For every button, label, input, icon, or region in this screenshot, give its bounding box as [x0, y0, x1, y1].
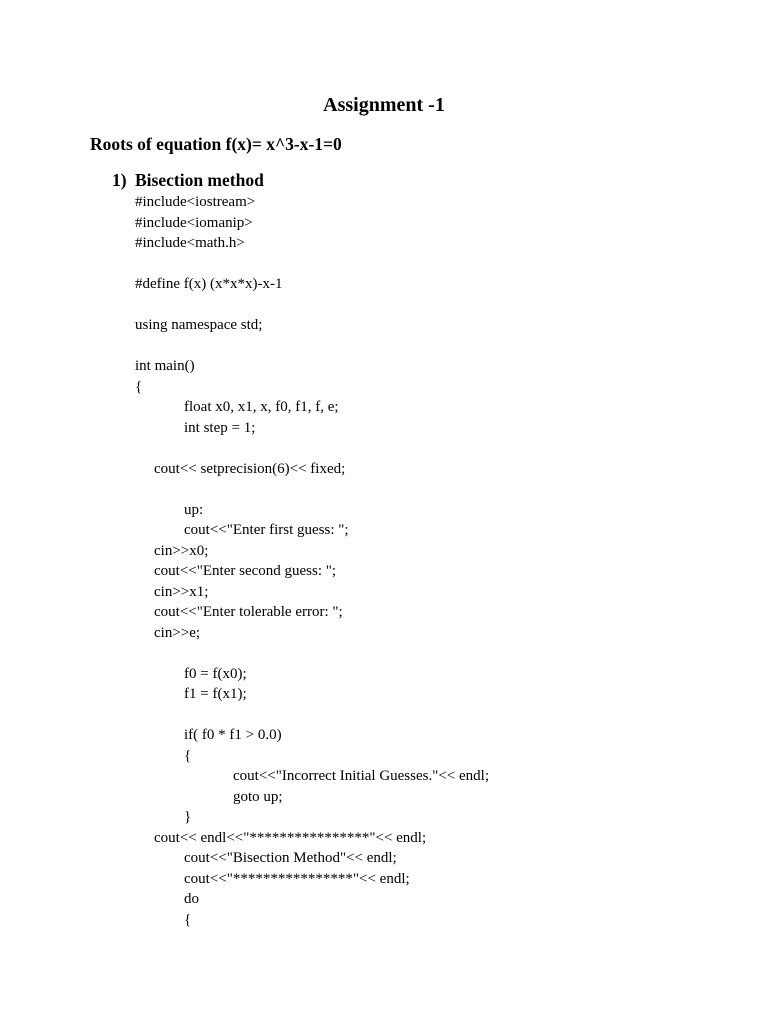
code-line-text: cout<< setprecision(6)<< fixed;: [154, 460, 346, 477]
code-line: [0, 807, 768, 828]
code-line: [0, 233, 768, 254]
code-line: [0, 910, 768, 931]
code-line: [0, 602, 768, 623]
code-line-text: using namespace std;: [135, 317, 263, 333]
code-line: [0, 684, 768, 705]
section-number: 1): [112, 170, 127, 190]
code-line-text: {: [135, 378, 143, 395]
code-line: [0, 479, 768, 500]
code-line-text: cout<<"****************"<< endl;: [184, 870, 410, 887]
code-line: [0, 705, 768, 726]
code-block: [0, 192, 768, 930]
code-line: [0, 397, 768, 418]
code-line-text: do: [184, 891, 199, 907]
code-line-text: float x0, x1, x, f0, f1, f, e;: [184, 399, 339, 415]
code-line: [0, 438, 768, 459]
code-line-text: #include<iomanip>: [135, 214, 253, 231]
code-line: [0, 274, 768, 295]
code-line-text: cout<<"Bisection Method"<< endl;: [184, 850, 397, 866]
code-line-text: up:: [184, 501, 204, 518]
code-line: [0, 213, 768, 234]
document-title: Assignment -1: [323, 94, 445, 116]
code-line-text: cout<< endl<<"****************"<< endl;: [154, 829, 427, 846]
section-title: Bisection method: [135, 170, 264, 190]
code-line-text: #include<iostream>: [135, 194, 256, 210]
code-line: [0, 828, 768, 849]
code-line-text: goto up;: [233, 788, 283, 805]
code-line: [0, 664, 768, 685]
code-line: [0, 520, 768, 541]
code-line: [0, 336, 768, 357]
code-line: [0, 623, 768, 644]
code-line-text: #include<math.h>: [135, 235, 245, 251]
section-heading: [112, 169, 264, 191]
code-line-text: {: [184, 911, 192, 928]
code-line: [0, 869, 768, 890]
code-line-text: f1 = f(x1);: [184, 686, 247, 702]
code-line-text: cout<<"Incorrect Initial Guesses."<< endl;: [233, 768, 490, 784]
code-line: [0, 889, 768, 910]
code-line: [0, 582, 768, 603]
code-line: [0, 192, 768, 213]
code-line: [0, 746, 768, 767]
code-line-text: cin>>x1;: [154, 583, 209, 600]
code-line: [0, 254, 768, 275]
code-line: [0, 848, 768, 869]
code-line-text: cin>>x0;: [154, 542, 209, 559]
code-line-text: cout<<"Enter second guess: ";: [154, 563, 337, 579]
code-line-text: if( f0 * f1 > 0.0): [184, 727, 282, 743]
code-line: [0, 295, 768, 316]
code-line-text: }: [184, 809, 192, 825]
code-line-text: int main(): [135, 358, 195, 374]
code-line-text: int step = 1;: [184, 419, 256, 436]
document-subtitle: Roots of equation f(x)= x^3-x-1=0: [90, 134, 342, 154]
code-line: [0, 356, 768, 377]
code-line-text: cout<<"Enter first guess: ";: [184, 522, 349, 538]
code-line: [0, 377, 768, 398]
code-line-text: #define f(x) (x*x*x)-x-1: [135, 276, 283, 292]
code-line: [0, 459, 768, 480]
code-line: [0, 561, 768, 582]
code-line: [0, 541, 768, 562]
code-line: [0, 725, 768, 746]
code-line-text: cin>>e;: [154, 624, 201, 641]
code-line-text: {: [184, 747, 192, 764]
code-line: [0, 418, 768, 439]
code-line: [0, 643, 768, 664]
code-line-text: f0 = f(x0);: [184, 665, 247, 682]
code-line: [0, 766, 768, 787]
code-line: [0, 787, 768, 808]
code-line: [0, 315, 768, 336]
code-line-text: cout<<"Enter tolerable error: ";: [154, 604, 343, 620]
code-line: [0, 500, 768, 521]
